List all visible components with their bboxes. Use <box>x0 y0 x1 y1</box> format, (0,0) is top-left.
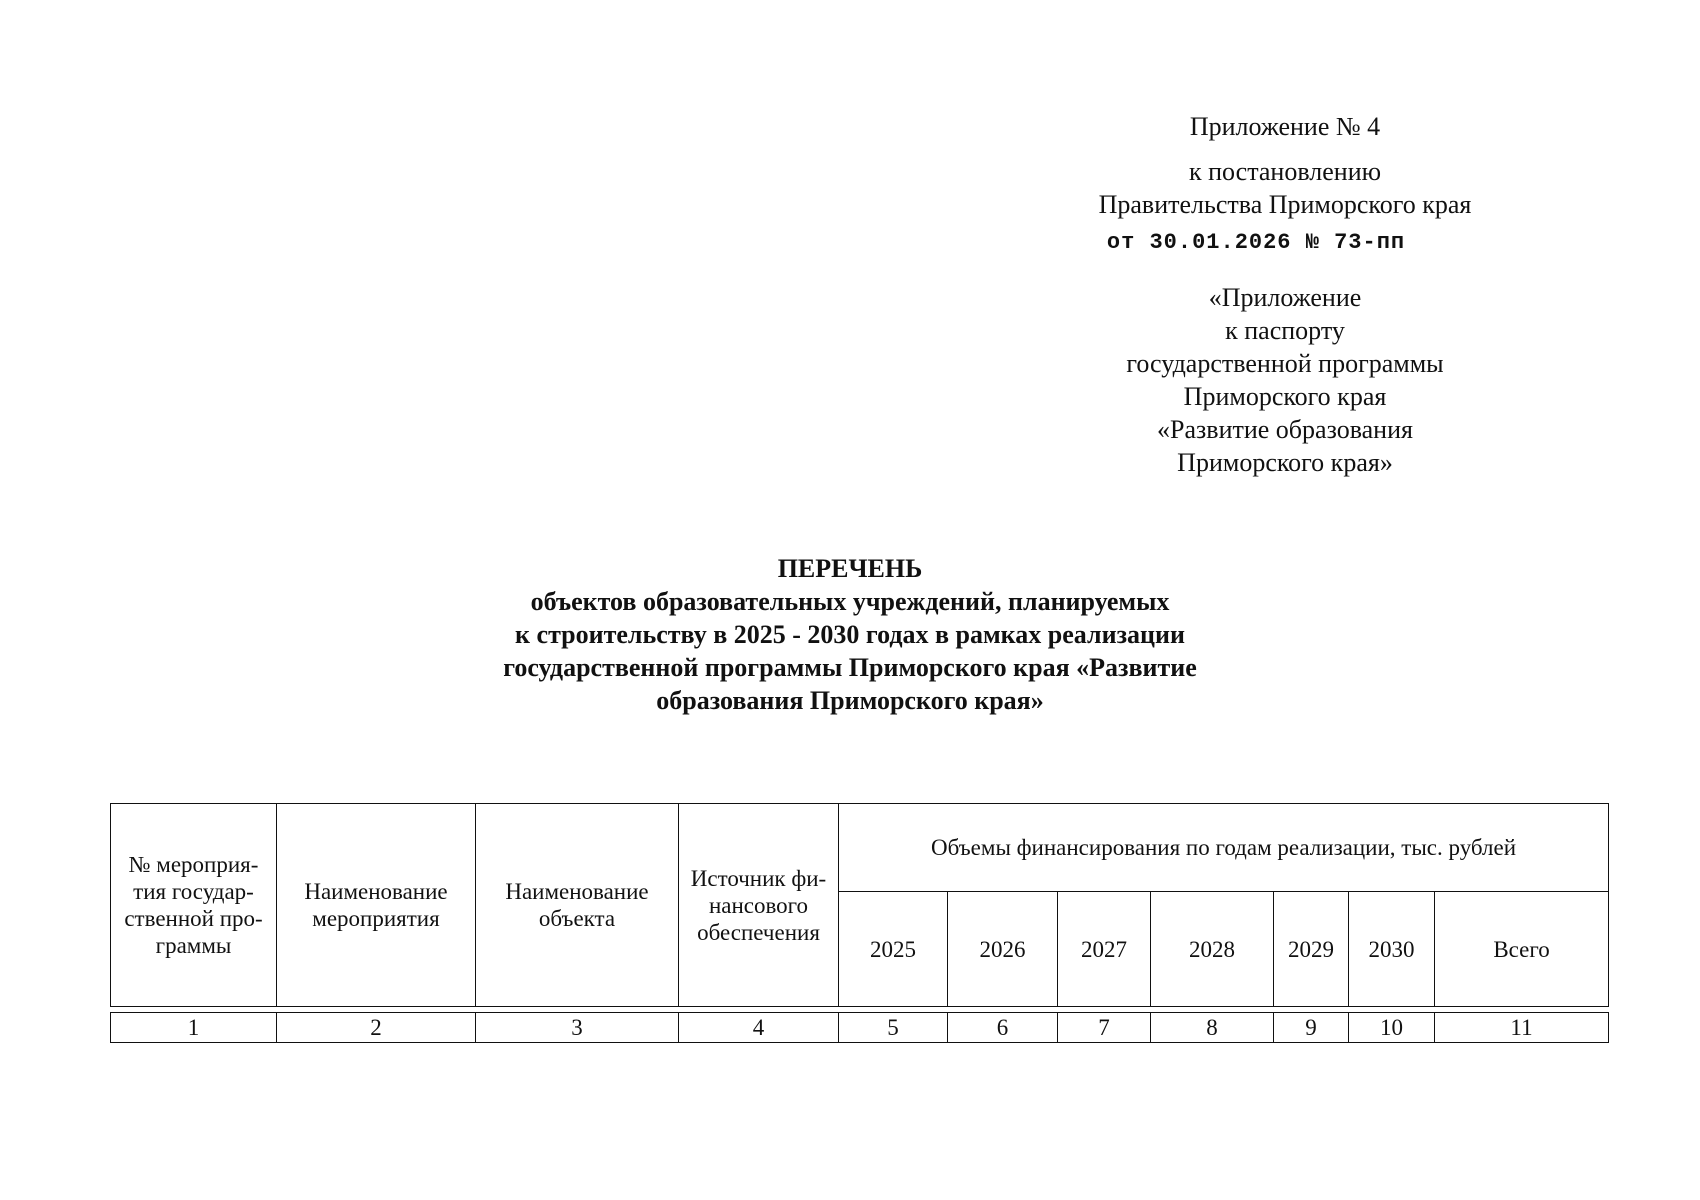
header-cell-event-name <box>277 804 476 1007</box>
col2-line2: мероприятия <box>312 906 440 931</box>
column-number-8: 8 <box>1151 1013 1274 1043</box>
year-2028: 2028 <box>1151 892 1274 1007</box>
document-title <box>350 552 1350 717</box>
col1-line1: № мероприя- <box>128 852 259 877</box>
program-name-line2: Приморского края» <box>1177 448 1393 477</box>
year-2026: 2026 <box>948 892 1058 1007</box>
col3-line2: объекта <box>538 906 616 931</box>
col2-line1: Наименование <box>304 879 448 904</box>
column-number-3: 3 <box>476 1013 679 1043</box>
year-2030: 2030 <box>1349 892 1435 1007</box>
header-cell-event-number <box>111 804 277 1007</box>
title-line-2: к строительству в 2025 - 2030 годах в рамках реализации <box>515 620 1185 649</box>
title-line-3: государственной программы Приморского края «Развитие <box>503 653 1197 682</box>
gov-program-text: государственной программы <box>1126 349 1444 378</box>
year-2025: 2025 <box>839 892 948 1007</box>
title-line-4: образования Приморского края» <box>656 686 1044 715</box>
col4-line2: нансового <box>708 892 809 918</box>
year-2029: 2029 <box>1274 892 1349 1007</box>
header-cell-funding-volumes: Объемы финансирования по годам реализации, тыс. рублей <box>839 804 1609 892</box>
col1-line4: граммы <box>155 933 232 958</box>
col4-line1: Источник фи- <box>690 865 827 891</box>
to-decree-text: к постановлению <box>1188 157 1382 186</box>
header-cell-object-name <box>476 804 679 1007</box>
year-total: Всего <box>1435 892 1609 1007</box>
decree-reference: от 30.01.2026 № 73-пп <box>1106 230 1406 255</box>
column-number-11: 11 <box>1435 1013 1609 1043</box>
column-number-1: 1 <box>111 1013 277 1043</box>
column-numbers-row <box>110 1012 1609 1043</box>
region-text: Приморского края <box>1183 382 1387 411</box>
title-heading: ПЕРЕЧЕНЬ <box>777 554 923 583</box>
col3-line1: Наименование <box>505 879 649 904</box>
column-number-2: 2 <box>277 1013 476 1043</box>
column-number-5: 5 <box>839 1013 948 1043</box>
column-number-9: 9 <box>1274 1013 1349 1043</box>
col4-line3: обеспечения <box>697 919 820 945</box>
table-header <box>110 803 1609 1007</box>
original-appendix-text: «Приложение <box>1208 283 1362 312</box>
to-passport-text: к паспорту <box>1225 316 1345 345</box>
header-cell-funding-source <box>679 804 839 1007</box>
column-number-10: 10 <box>1349 1013 1435 1043</box>
year-2027: 2027 <box>1058 892 1151 1007</box>
col1-line3: ственной про- <box>124 906 263 931</box>
col1-line2: тия государ- <box>133 879 254 904</box>
government-text: Правительства Приморского края <box>1098 190 1472 219</box>
column-number-4: 4 <box>679 1013 839 1043</box>
appendix-number: Приложение № 4 <box>1189 112 1381 141</box>
title-line-1: объектов образовательных учреждений, планируемых <box>530 587 1170 616</box>
column-number-6: 6 <box>948 1013 1058 1043</box>
column-number-7: 7 <box>1058 1013 1151 1043</box>
program-name-line1: «Развитие образования <box>1157 415 1413 444</box>
